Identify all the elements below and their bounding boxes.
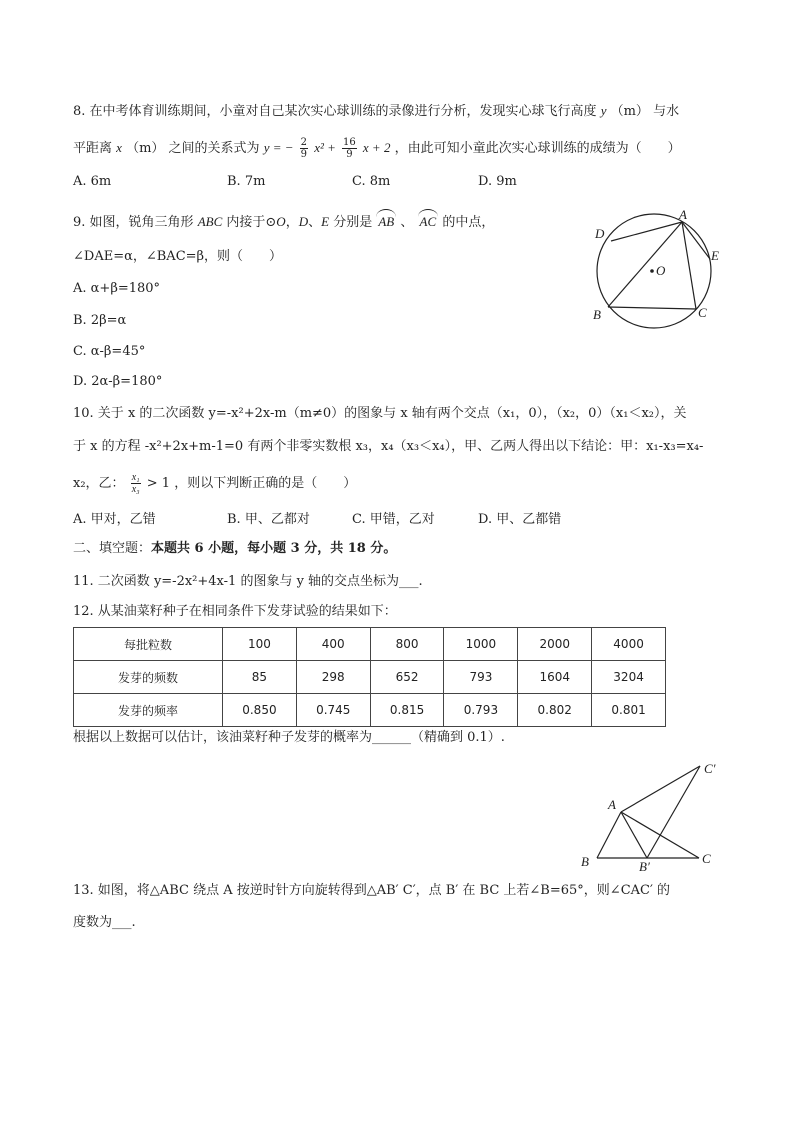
table-cell: 0.745 <box>296 694 370 727</box>
q8-option-a: A. 6m <box>73 174 112 189</box>
table-row <box>74 628 666 661</box>
table-cell: 652 <box>370 661 444 694</box>
q8-text-1: 8. 在中考体育训练期间，小童对自己某次实心球训练的录像进行分析，发现实心球飞行高度 <box>73 104 597 119</box>
q9-text-d: 分别是 <box>333 215 373 230</box>
table-cell: 298 <box>296 661 370 694</box>
q9-label-o: O <box>656 263 666 278</box>
table-cell: 每批粒数 <box>74 628 223 661</box>
q8-text-2c: ，由此可知小童此次实心球训练的成绩为（ ） <box>394 141 681 156</box>
table-cell: 发芽的频数 <box>74 661 223 694</box>
table-cell: 0.793 <box>444 694 518 727</box>
q12-after: 根据以上数据可以估计，该油菜籽种子发芽的概率为______（精确到 0.1）. <box>73 730 505 745</box>
q8-fraction-2 <box>342 137 357 160</box>
q9-side-ab <box>608 222 682 307</box>
table-cell: 0.850 <box>223 694 297 727</box>
table-cell: 2000 <box>518 628 592 661</box>
section-2-bold: 本题共 6 小题，每小题 3 分，共 18 分。 <box>151 541 397 556</box>
q9-arc-ac: AC <box>418 212 439 232</box>
q9-label-e: E <box>711 248 719 263</box>
table-cell: 100 <box>223 628 297 661</box>
q10-option-a: A. 甲对，乙错 <box>73 512 156 527</box>
table-cell: 4000 <box>592 628 666 661</box>
q8-frac1-num: 2 <box>300 137 308 148</box>
q9-o: O <box>276 214 286 229</box>
q9-sep: 、 <box>308 215 322 230</box>
q10-line2: 于 x 的方程 -x²+2x+m-1=0 有两个非零实数根 x₃，x₄（x₃＜x₄），甲、乙两人得出以下结论：甲：x₁-x₃=x₄- <box>73 439 704 454</box>
q9-line1 <box>73 212 494 233</box>
q8-frac1-den: 9 <box>300 149 308 160</box>
q8-var-y: y <box>600 103 607 118</box>
q13-segment-b1c1 <box>647 766 700 858</box>
q8-option-b: B. 7m <box>227 174 266 189</box>
table-cell: 1604 <box>518 661 592 694</box>
q11-line: 11. 二次函数 y=-2x²+4x-1 的图象与 y 轴的交点坐标为___. <box>73 574 423 589</box>
q8-text-1-end: 与水 <box>653 104 680 119</box>
q9-side-bc <box>608 307 696 309</box>
q9-segment-ae <box>682 222 710 259</box>
q8-text-2a: 平距离 <box>73 141 113 156</box>
q13-label-b-prime: B′ <box>639 859 650 872</box>
table-cell: 800 <box>370 628 444 661</box>
q9-segment-ad <box>611 222 682 241</box>
q10-frac-num: x₁ <box>131 472 140 483</box>
q8-unit: （m） <box>610 104 649 119</box>
q13-label-c-prime: C′ <box>704 761 716 776</box>
q9-label-a: A <box>679 207 687 222</box>
q9-label-b: B <box>593 307 601 322</box>
q8-formula-end: x + 2 <box>362 140 391 155</box>
q10-option-d: D. 甲、乙都错 <box>478 512 562 527</box>
q8-frac2-den: 9 <box>346 149 353 160</box>
q10-fraction <box>131 472 141 495</box>
q13-segment-ac1 <box>621 766 700 812</box>
q10-text-3b: ，则以下判断正确的是（ ） <box>174 476 357 491</box>
q13-segment-ab1 <box>621 812 647 858</box>
table-cell: 793 <box>444 661 518 694</box>
q10-line1: 10. 关于 x 的二次函数 y=-x²+2x-m（m≠0）的图象与 x 轴有两个交点（x₁，0），（x₂，0）（x₁＜x₂），关 <box>73 406 687 421</box>
table-cell: 3204 <box>592 661 666 694</box>
q9-option-a: A. α+β=180° <box>73 281 161 296</box>
q9-sep-2: 、 <box>400 215 414 230</box>
q9-text-c: ， <box>285 215 299 230</box>
q8-option-d: D. 9m <box>478 174 517 189</box>
table-cell: 0.815 <box>370 694 444 727</box>
q8-formula-mid: x² + <box>314 140 336 155</box>
q9-text-e: 的中点， <box>442 215 495 230</box>
table-cell: 85 <box>223 661 297 694</box>
q9-arc-ab: AB <box>376 212 396 232</box>
q8-frac2-num: 16 <box>343 137 356 148</box>
q13-rotation-figure <box>576 757 736 872</box>
q9-option-d: D. 2α-β=180° <box>73 374 163 389</box>
q8-unit-2: （m） <box>126 141 165 156</box>
q13-segment-ab <box>597 812 621 858</box>
q13-label-b: B <box>581 854 589 869</box>
table-cell: 0.802 <box>518 694 592 727</box>
q8-fraction-1 <box>300 137 308 160</box>
q8-line2 <box>73 137 681 160</box>
q10-line3 <box>73 472 356 495</box>
q9-option-b: B. 2β=α <box>73 313 127 328</box>
q13-label-c: C <box>702 851 711 866</box>
q8-var-x: x <box>116 140 122 155</box>
q12-intro: 12. 从某油菜籽种子在相同条件下发芽试验的结果如下： <box>73 604 397 619</box>
q9-e: E <box>321 214 330 229</box>
q9-label-d: D <box>595 226 605 241</box>
table-row <box>74 694 666 727</box>
q9-text-a: 9. 如图，锐角三角形 <box>73 215 194 230</box>
q12-data-table <box>73 627 666 727</box>
table-cell: 400 <box>296 628 370 661</box>
q10-gt: > 1 <box>146 476 171 491</box>
q9-d: D <box>298 214 309 229</box>
q13-line1: 13. 如图，将△ABC 绕点 A 按逆时针方向旋转得到△AB′ C′，点 B′ 在 BC 上若∠B=65°，则∠CAC′ 的 <box>73 883 671 898</box>
q10-text-3a: x₂，乙： <box>73 476 125 491</box>
q9-abc: ABC <box>197 214 223 229</box>
q9-text-b: 内接于⊙ <box>226 215 277 230</box>
q13-line2: 度数为___. <box>73 915 136 930</box>
section-2-header <box>73 539 396 559</box>
table-cell: 0.801 <box>592 694 666 727</box>
q13-label-a: A <box>608 797 616 812</box>
q8-formula-prefix: y = − <box>263 140 294 155</box>
q10-frac-den: x₃ <box>131 484 140 495</box>
q8-text-2b: 之间的关系式为 <box>168 141 260 156</box>
section-2-prefix: 二、填空题： <box>73 541 152 556</box>
table-row <box>74 661 666 694</box>
q10-option-c: C. 甲错，乙对 <box>352 512 435 527</box>
q9-label-c: C <box>698 305 707 320</box>
q8-line1 <box>73 101 679 122</box>
q10-option-b: B. 甲、乙都对 <box>227 512 310 527</box>
q9-side-ac <box>682 222 696 309</box>
q9-center-dot <box>650 269 654 273</box>
q9-circle-figure <box>586 205 726 330</box>
q9-option-c: C. α-β=45° <box>73 344 146 359</box>
q9-line2: ∠DAE=α，∠BAC=β，则（ ） <box>73 249 283 264</box>
q8-option-c: C. 8m <box>352 174 391 189</box>
table-cell: 发芽的频率 <box>74 694 223 727</box>
q9-circle <box>597 214 711 328</box>
table-cell: 1000 <box>444 628 518 661</box>
